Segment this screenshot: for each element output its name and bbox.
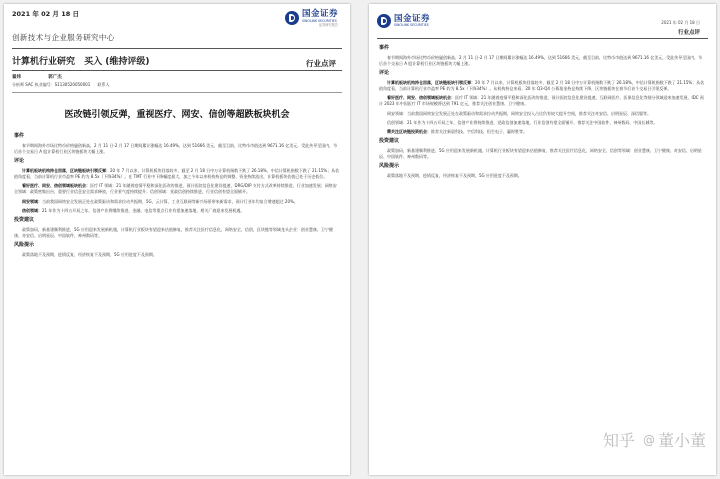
analyst-credential: 联系人 bbox=[97, 81, 110, 87]
paragraph: 需关注区块链投资机会：推荐关注新晨科技、宇信科技、恒生电子、赢时胜等。 bbox=[387, 129, 527, 134]
section-heading: 风险提示 bbox=[14, 242, 35, 249]
paragraph-lead: 计算机板块机构持仓回落，区块链板块引领反弹： bbox=[22, 167, 110, 173]
paragraph-lead: 看好医疗、网安、信创领域板块机会： bbox=[387, 95, 455, 101]
paragraph-lead: 计算机板块机构持仓回落，区块链板块引领反弹： bbox=[387, 79, 475, 85]
paragraph: 看好医疗、网安、信创领域板块机会：医疗 IT 领域：21 年随着疫情平稳和深化医改的推进，预计医院信息化建设提速，互联网医疗、医保信息化等细分领域迎来加速发展，IDC 预计 2023 年中国医疗 IT 市场规模将达到 791 亿元，推荐关注创业慧康、卫宁健康。 bbox=[379, 95, 704, 107]
section-heading: 投资建议 bbox=[14, 217, 35, 223]
paragraph-lead: 网安领域： bbox=[22, 198, 42, 204]
section-heading: 事件 bbox=[14, 133, 25, 139]
report-body bbox=[14, 130, 340, 261]
report-headline: 医改链引领反弹，重视医疗、网安、信创等超跌板块机会 bbox=[64, 110, 290, 120]
logo-name: 国金证券 bbox=[394, 13, 431, 24]
paragraph-lead: 信创领域： bbox=[22, 207, 42, 213]
report-type: 行业点评 bbox=[306, 59, 336, 68]
report-date: 2021 年 02 月 18 日 bbox=[12, 10, 79, 18]
paragraph: 政策落地不及预期，疫情反复，经济恢复不及预期，5G 应用进度不及预期。 bbox=[22, 251, 157, 257]
logo-english: SINOLINK SECURITIES bbox=[394, 23, 429, 28]
paragraph: 信创领域：21 年作为十四五开局之年，信创产业将持续推进，党政信创加速落地，行业信创有望全面铺开，推荐关注中国软件、神州数码、中国长城等。 bbox=[387, 119, 658, 125]
section-heading: 评论 bbox=[14, 158, 25, 165]
paragraph: 政策加码，新基建顺利推进，5G 应用迎来发展新机遇，计算机行业板块有望迎来估值修复，推荐关注医疗信息化、网络安全、信创、区块链等领域龙头企业：创业慧康、卫宁健康、奇安信、启明星辰、中国软件、神州数码等。 bbox=[14, 226, 333, 238]
company-logo bbox=[377, 14, 430, 28]
document-page-2 bbox=[369, 4, 716, 475]
analyst-info bbox=[12, 74, 110, 88]
logo-tagline: 证券研究报告 bbox=[318, 22, 338, 27]
sinolink-logo-icon bbox=[377, 14, 391, 28]
analyst-name: 翟炜 bbox=[12, 75, 21, 80]
divider bbox=[377, 38, 708, 39]
paragraph: 春节期间海外市场比特币价格屡创新高，2 月 11 日-2 月 17 日期间累计涨幅达 16.49%，达到 51666 美元，截至目前，比特币市值达到 9671.16 亿美元，受此传导至国内，节后首个交易日 A 股计算机行业区块链板块大幅上涨。 bbox=[379, 54, 703, 66]
paragraph: 计算机板块机构持仓回落，区块链板块引领反弹：20 年 7 月以来，计算机板块回落较多，截至 2 月 18 日中万计算机指数下跌了 26.18%，中信计算机指数下跌了 21.15%；从估值角度看，当前计算机行业市盈率 PE 约为 8.5x（下降34%）。在 TMT 行业中下降幅度最大，加之今年以来机构持仓的调整、资金持续流出，计算机板块估值已处于历史低位。 bbox=[14, 167, 340, 180]
divider bbox=[12, 70, 342, 71]
report-date: 2021 年 02 月 18 日 bbox=[661, 20, 700, 25]
at-icon: @ bbox=[642, 432, 655, 447]
paragraph-lead: 看好医疗、网安、信创领域板块机会： bbox=[22, 183, 90, 189]
report-title bbox=[12, 54, 156, 67]
analyst-credential: 分析师 SAC 执业编号：S1130520050001 bbox=[12, 81, 91, 87]
research-center-name: 创新技术与企业服务研究中心 bbox=[12, 33, 115, 42]
report-type: 行业点评 bbox=[677, 30, 700, 36]
section-heading: 风险提示 bbox=[379, 163, 400, 170]
paragraph: 看好医疗、网安、信创领域板块机会：医疗 IT 领域：21 年随着疫情平稳和深化医改的推进，预计医院信息化建设提速，DRG/DIP 支付方式改革持续推进，行业加速发展；网络安全领域：政策密集出台，重要行业信息安全需求释放，行业景气度持续提升；信创领域：党政信创持续推进，行业信创有望全面铺开。 bbox=[14, 183, 337, 195]
paragraph: 春节期间海外市场比特币价格屡创新高，2 月 11 日-2 月 17 日期间累计涨幅达 16.49%，达到 51666 美元，截至目前，比特币市值达到 9671.16 亿美元，受此传导至国内，节后首个交易日 A 股计算机行业区块链板块大幅上涨。 bbox=[14, 142, 338, 154]
analyst-name: 郭广杰 bbox=[48, 75, 62, 80]
section-heading: 评论 bbox=[379, 70, 390, 77]
paragraph: 计算机板块机构持仓回落，区块链板块引领反弹：20 年 7 月以来，计算机板块回落较多，截至 2 月 18 日中万计算机指数下跌了 26.18%，中信计算机指数下跌了 21.15%；从估值角度看，当前计算机行业市盈率 PE 约为 8.5x（下降34%）。从机构持仓来看，20 年 Q3-Q4 公募基金持仓持续下降，区块链板块在春节后首个交易日引领反弹。 bbox=[379, 79, 705, 92]
document-page-1 bbox=[4, 4, 350, 475]
logo-english: SINOLINK SECURITIES bbox=[301, 18, 337, 23]
divider bbox=[12, 92, 342, 93]
watermark-site: 知乎 bbox=[602, 431, 635, 450]
paragraph: 网安领域：当前我国网络安全发展正处在政策驱动和需求拉动共振期，网络安全投入占比仍有较大提升空间，推荐关注奇安信、启明星辰、深信服等。 bbox=[387, 110, 651, 116]
section-heading: 事件 bbox=[379, 45, 390, 51]
paragraph: 政策落地不及预期，疫情反复，经济恢复不及预期，5G 应用进度不及预期。 bbox=[387, 173, 522, 179]
zhihu-watermark bbox=[603, 428, 706, 451]
paragraph: 网安领域：当前我国网络安全发展正处在政策驱动和需求拉动共振期，5G、云计算、工业互联网等新兴场景带来新需求，预计行业年均复合增速超过 20%。 bbox=[22, 198, 298, 204]
report-body bbox=[379, 42, 706, 182]
logo-name: 国金证券 bbox=[301, 9, 338, 19]
section-heading: 投资建议 bbox=[379, 138, 400, 145]
sinolink-logo-icon bbox=[285, 11, 299, 25]
paragraph-lead: 需关注区块链投资机会： bbox=[387, 129, 431, 134]
company-logo bbox=[285, 10, 338, 27]
divider bbox=[12, 48, 342, 49]
rating: 买入 (维持评级) bbox=[84, 57, 150, 67]
report-name: 计算机行业研究 bbox=[12, 57, 76, 67]
paragraph: 信创领域：21 年作为十四五开局之年，信创产业将继续推进，金融、电信等重点行业有望加速落地，相关厂商迎来发展机遇。 bbox=[22, 207, 245, 213]
paragraph: 政策加码，新基建顺利推进，5G 应用迎来发展新机遇，计算机行业板块有望迎来估值修复，推荐关注医疗信息化、网络安全、信创等领域：创业慧康、卫宁健康、奇安信、启明星辰、中国软件、神州数码等。 bbox=[379, 147, 702, 160]
watermark-user: 董小董 bbox=[657, 431, 706, 450]
